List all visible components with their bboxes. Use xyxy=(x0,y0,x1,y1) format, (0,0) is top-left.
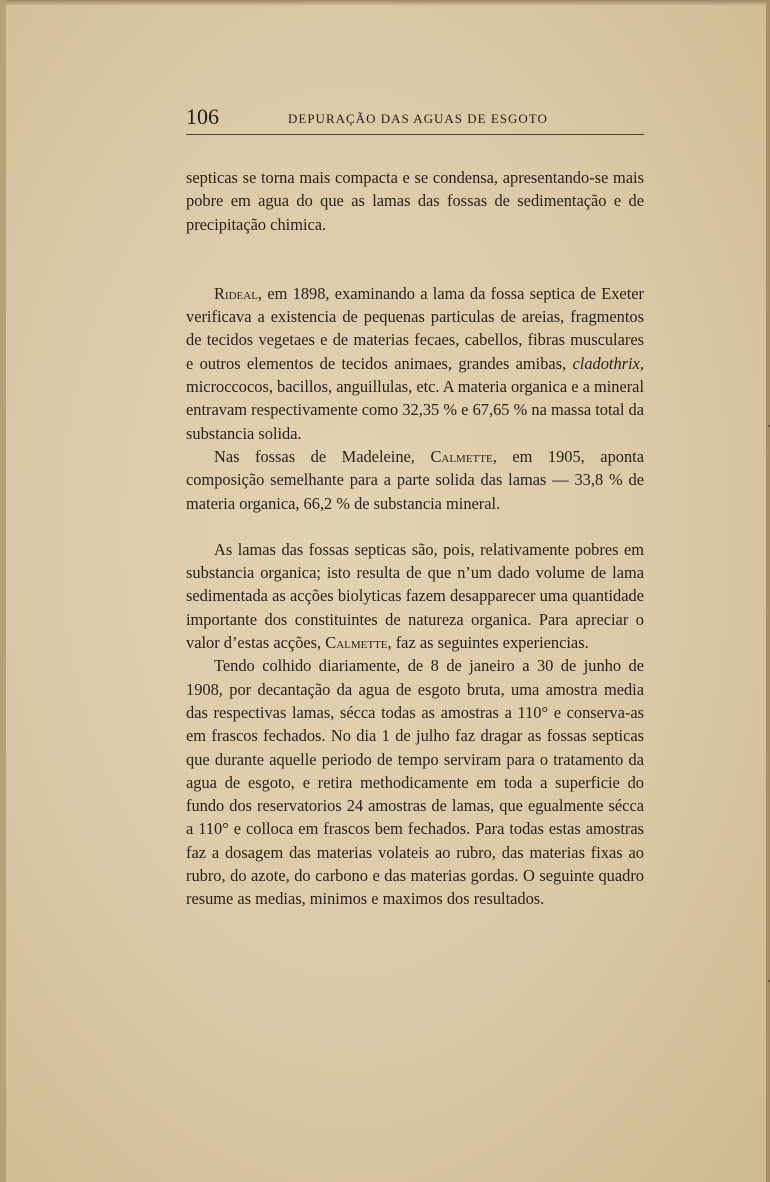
running-title: DEPURAÇÃO DAS AGUAS DE ESGOTO xyxy=(288,111,548,126)
paragraph-text: , em 1905, aponta composição semelhante para a parte solida das lamas — 33,8 % de materia organica, 66,2 % de substancia mineral. xyxy=(186,446,644,513)
paragraph-text: , faz as seguintes experiencias. xyxy=(387,633,589,653)
paragraph-text: Nas fossas de Madeleine, xyxy=(214,446,431,466)
paragraph-madeleine xyxy=(186,445,644,515)
author-name-rideal: Rideal xyxy=(214,283,258,303)
paragraph-lamas xyxy=(186,538,644,654)
paragraph-text: , em 1898, examinando a lama da fossa septica de Exeter verificava a existencia de pequenas particulas de areias, fragmentos de tecidos vegetaes e de materias fecaes, cabellos, fibras musculares e outros elementos de tecidos animaes, grandes amibas, xyxy=(186,283,644,373)
paragraph-text: , microccocos, bacillos, anguillulas, etc. A materia organica e a mineral entravam respectivamente como 32,35 % e 67,65 % na massa total da substancia solida. xyxy=(186,353,645,443)
paragraph-rideal xyxy=(186,282,644,445)
author-name-calmette: Calmette xyxy=(325,633,388,653)
page-number: 106 xyxy=(186,104,219,129)
paragraph-continuation: septicas se torna mais compacta e se condensa, apresentando-se mais pobre em agua do que as lamas das fossas de sedimentação e de precipitação chimica. xyxy=(186,168,644,234)
paragraph-experiment: Tendo colhido diariamente, de 8 de janeiro a 30 de junho de 1908, por decantação da agua de esgoto bruta, uma amostra media das respectivas lamas, sécca todas as amostras a 110° e conserva-as em frascos fechados. No dia 1 de julho faz dragar as fossas septicas que durante aquelle periodo de tempo serviram para o tratamento da agua de esgoto, e retira methodicamente em toda a superficie do fundo dos reservatorios 24 amostras de lamas, que egualmente sécca a 110° e colloca em frascos bem fechados. Para todas estas amostras faz a dosagem das materias volateis ao rubro, das materias fixas ao rubro, do azote, do carbono e das materias gordas. O seguinte quadro resume as medias, minimos e maximos dos resultados. xyxy=(186,656,644,909)
paragraph-text: As lamas das fossas septicas são, pois, relativamente pobres em substancia organica; isto resulta de que n’um dado volume de lama sedimentada as acções biolyticas fazem desapparecer uma quantidade importante dos constituintes de natureza organica. Para apreciar o valor d’estas acções, xyxy=(186,539,644,653)
page-header xyxy=(186,104,644,135)
italic-term: cladothrix xyxy=(572,353,640,373)
body-text xyxy=(186,166,644,911)
author-name-calmette: Calmette xyxy=(430,446,493,466)
